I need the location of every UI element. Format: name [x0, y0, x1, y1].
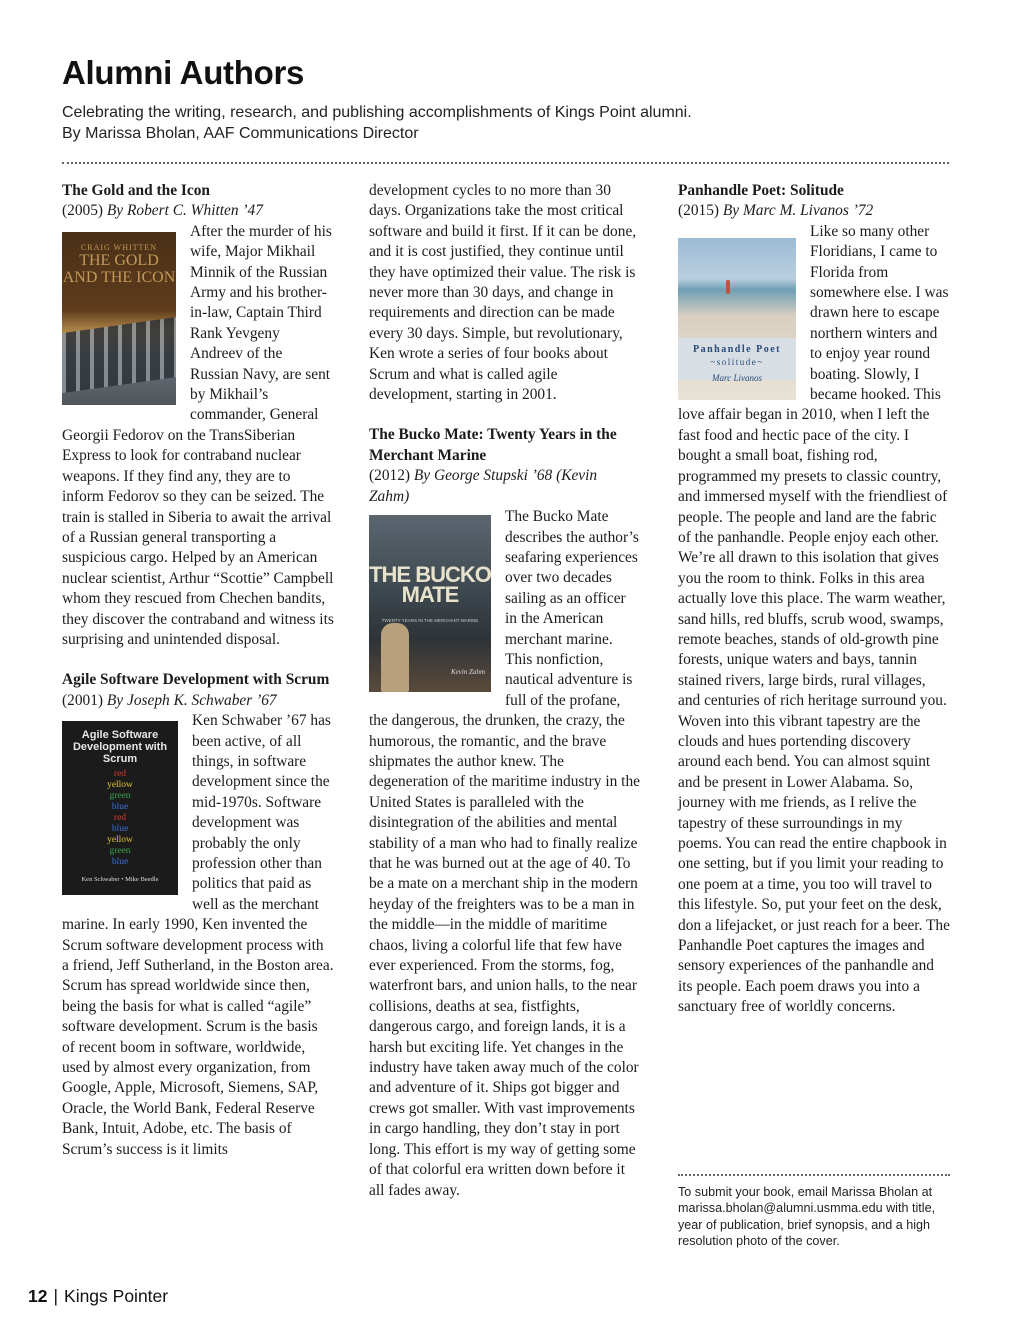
book-author: By George Stupski ’68 (Kevin Zahm) — [369, 467, 598, 505]
cover-title-text: THE BUCKO MATE — [369, 562, 491, 608]
book-description: Ken Schwaber ’67 has been active, of all things, in software development since the mid-1970s. Software development was probably the only profession other than politics that paid as well as the merchant marine. In early 1990, Ken invented the Scrum software development process with a friend, Jeff Sutherland, in the Boston area. Scrum has spread worldwide since then, being the basis for what is called “agile” software development. Scrum is the basis of recent boom in software, worldwide, used by almost every organization, from Google, Apple, Microsoft, Siemens, SAP, Oracle, the World Bank, Federal Reserve Bank, Intuit, Adobe, etc. The basis of Scrum’s success is it limits — [62, 712, 334, 1158]
book-title: Panhandle Poet: Solitude — [678, 182, 844, 199]
page-footer — [28, 1286, 168, 1307]
cover-color-word: blue — [111, 802, 129, 813]
book-meta — [678, 201, 950, 221]
book-title: Agile Software Development with Scrum — [62, 671, 330, 689]
cover-color-words — [62, 769, 178, 868]
cover-color-word: green — [109, 846, 131, 857]
byline: By Marissa Bholan, AAF Communications Director — [62, 125, 419, 142]
page-number: 12 — [28, 1286, 48, 1306]
book-entry-poet — [678, 181, 950, 1018]
cover-title-text: Panhandle Poet — [693, 343, 781, 355]
cover-author-text: Marc Livanos — [712, 372, 762, 383]
header-divider — [62, 162, 949, 164]
book-entry-scrum — [62, 670, 334, 1160]
book-description-continued: development cycles to no more than 30 days. Organizations take the most critical software and build it first. If it can be done, and it is cost justified, they continue until they have optimized their value. The risk is never more than 30 days, and change in requirements and direction can be made every 30 days. Simple, but revolutionary, Ken wrote a series of four books about Scrum and what is called agile development, starting in 2001. — [369, 182, 637, 404]
book-cover-image — [678, 238, 796, 400]
book-cover-image — [369, 515, 491, 692]
book-meta — [369, 466, 641, 507]
book-year: (2012) — [369, 467, 411, 485]
publication-name: Kings Pointer — [64, 1286, 169, 1306]
book-title: The Gold and the Icon — [62, 182, 210, 199]
book-author: By Joseph K. Schwaber ’67 — [106, 691, 277, 709]
book-author: By Marc M. Livanos ’72 — [722, 202, 874, 220]
train-illustration — [62, 313, 176, 394]
cover-color-word: blue — [111, 824, 129, 835]
cover-color-word: yellow — [107, 780, 133, 791]
column-2 — [369, 181, 641, 1201]
book-description: Like so many other Floridians, I came to Florida from somewhere else. I was drawn here to escape northern winters and to enjoy year round boating. Slowly, I became hooked. This love affair began in 2010, when I left the fast food and hectic pace of the city. I bought a small boat, fishing rod, programmed my presets to classic country, and immersed myself with the friendliest of people. The people and land are the fabric of the panhandle. People enjoy each other. We’re all drawn to this isolation that gives you the room to think. Folks in this area actually love this place. The warm weather, sand hills, red bluffs, scrub wood, swamps, remote beaches, stands of old-growth pine forests, unique waters and bays, tannin stained rivers, large birds, rural villages, and centuries of rich heritage surround you. Woven into this vibrant tapestry are the clouds and hues portending discovery around each bend. You can almost squint and be present in Lower Alabama. So, journey with me friends, as I relive the tapestry of these surroundings in my poems. You can read the entire chapbook in one setting, but if you limit your reading to one poem at a time, you too will travel to this lifestyle. So, put your feet on the desk, don a lifejacket, or just reach for a beer. The Panhandle Poet captures the images and sensory experiences of the panhandle and its people. Each poem draws you into a sanctuary free of worldly concerns. — [678, 222, 950, 1016]
cover-author-text: Kevin Zahm — [450, 667, 485, 676]
book-year: (2015) — [678, 202, 720, 220]
book-year: (2001) — [62, 691, 104, 709]
cover-authors-text: Ken Schwaber • Mike Beedle — [81, 875, 159, 883]
cover-subtitle-text: TWENTY YEARS IN THE MERCHANT MARINE — [381, 618, 479, 624]
page-subtitle: Celebrating the writing, research, and publishing accomplishments of Kings Point alumni. — [62, 104, 692, 121]
spacer — [369, 405, 641, 425]
column-1 — [62, 181, 334, 1160]
book-title: The Bucko Mate: Twenty Years in the Merchant Marine — [369, 426, 617, 464]
walking-figure — [726, 280, 730, 294]
submission-note: To submit your book, email Marissa Bholan at marissa.bholan@alumni.usmma.edu with title, year of publication, brief synopsis, and a high resolution photo of the cover. — [678, 1185, 936, 1249]
submit-divider — [678, 1174, 950, 1176]
book-entry-gold — [62, 181, 334, 650]
footer-separator: | — [53, 1286, 59, 1306]
column-3 — [678, 181, 950, 1018]
cover-color-word: blue — [111, 857, 129, 868]
book-entry-bucko — [369, 425, 641, 1200]
cover-color-word: yellow — [107, 835, 133, 846]
cover-title-text: THE GOLD AND THE ICON — [62, 251, 176, 286]
book-year: (2005) — [62, 202, 104, 220]
book-meta — [62, 201, 334, 221]
cover-author-text: CRAIG WHITTEN — [80, 242, 158, 252]
book-cover-image — [62, 721, 178, 895]
cover-title-text: Agile Software Development with Scrum — [72, 729, 168, 766]
cover-color-word: green — [109, 791, 131, 802]
cover-color-word: red — [113, 769, 127, 780]
spacer — [62, 650, 334, 670]
book-description: After the murder of his wife, Major Mikhail Minnik of the Russian Army and his brother-in-law, Captain Third Rank Yevgeny Andreev of the Russian Navy, are sent by Mikhail’s commander, General Georgii Fedorov on the TransSiberian Express to look for contraband nuclear weapons. If they find any, they are to inform Fedorov so they can be seized. The train is stalled in Siberia to await the arrival of a Russian general transporting a suspicious cargo. Helped by an American nuclear scientist, Arthur “Scottie” Campbell whom they rescued from Chechen bandits, they discover the contraband and witness its surprising and unintended disposal. — [62, 222, 334, 648]
book-author: By Robert C. Whitten ’47 — [106, 202, 263, 220]
page-title: Alumni Authors — [62, 54, 305, 91]
cover-subtitle-text: ~solitude~ — [710, 356, 764, 367]
book-description: The Bucko Mate describes the author’s seafaring experiences over two decades sailing as an officer in the American merchant marine. This nonfiction, nautical adventure is full of the profane, the dangerous, the drunken, the crazy, the humorous, the romantic, and the brave shipmates the author knew. The degeneration of the maritime industry in the United States is paralleled with the disintegration of the abilities and mental stability of a man who had to finally realize that he was burned out at the age of 40. To be a mate on a merchant ship in the modern heyday of the freighters was to be a man in the middle—in the middle of maritime chaos, living a colorful life that few have ever experienced. From the storms, fog, waterfront bars, and union halls, to the near collisions, deaths at sea, fistfights, dangerous cargo, and foreign lands, it is a harsh but exciting life. Yet changes in the industry have taken away much of the color and adventure of it. Ships got bigger and crews got smaller. With vast improvements in cargo handling, they don’t stay in port long. This effort is my way of getting some of that colorful era written down before it all fades away. — [369, 508, 640, 1199]
book-meta — [62, 691, 334, 711]
sailor-figure — [381, 623, 409, 692]
book-cover-image — [62, 232, 176, 405]
cover-color-word: red — [113, 813, 127, 824]
